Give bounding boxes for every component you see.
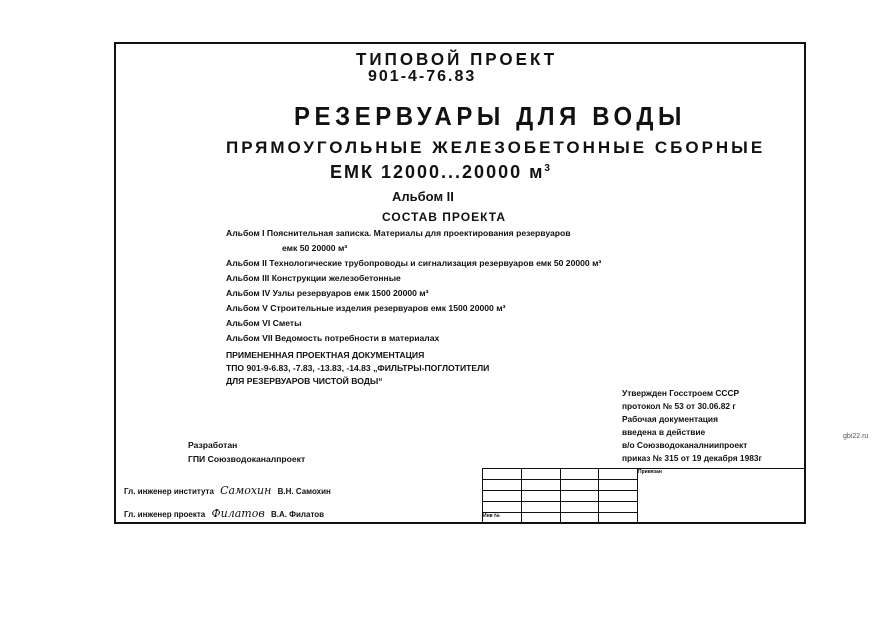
signature-name: В.Н. Самохин (277, 487, 331, 496)
list-item: Альбом I Пояснительная записка. Материалы для проектирования резервуаров (226, 228, 571, 238)
approval-line: в/о Союзводоканалниипроект (622, 440, 748, 450)
stamp-privyazan: Привязан (638, 469, 806, 524)
capacity-sup: 3 (544, 163, 552, 174)
signatures-block (124, 480, 331, 526)
approval-line: приказ № 315 от 19 декабря 1983г (622, 453, 763, 463)
capacity-text: ЕМК 12000...20000 м (330, 162, 545, 182)
signature-name: В.А. Филатов (270, 510, 325, 519)
handwritten-signature: Филатов (211, 507, 265, 520)
watermark: gbi22.ru (843, 433, 869, 440)
list-item: Альбом IV Узлы резервуаров емк 1500 20000 м³ (226, 288, 429, 298)
composition-heading: СОСТАВ ПРОЕКТА (382, 210, 506, 224)
drawing-sheet (114, 42, 806, 524)
project-type: ТИПОВОЙ ПРОЕКТ (356, 49, 558, 70)
list-item: Альбом VI Сметы (226, 318, 302, 328)
developer-block (188, 438, 305, 466)
approval-line: введена в действие (622, 427, 706, 437)
stamp-inv: Инв № (483, 513, 522, 524)
list-item: Альбом II Технологические трубопроводы и сигнализация резервуаров емк 50 20000 м³ (226, 258, 602, 268)
developer-label: Разработан (188, 440, 238, 450)
approval-line: Рабочая документация (622, 414, 718, 424)
title-stamp-table (482, 468, 806, 524)
applied-documentation (226, 349, 489, 388)
album-list (226, 226, 601, 346)
applied-line: ТПО 901-9-6.83, -7.83, -13.83, -14.83 „ФИЛЬТРЫ-ПОГЛОТИТЕЛИ (226, 363, 490, 373)
list-item: Альбом III Конструкции железобетонные (226, 273, 401, 283)
signature-row (124, 480, 331, 503)
applied-line: ПРИМЕНЕННАЯ ПРОЕКТНАЯ ДОКУМЕНТАЦИЯ (226, 350, 425, 360)
handwritten-signature: Самохин (220, 484, 272, 497)
subtitle: ПРЯМОУГОЛЬНЫЕ ЖЕЛЕЗОБЕТОННЫЕ СБОРНЫЕ (226, 138, 766, 157)
list-item: емк 50 20000 м³ (282, 243, 348, 253)
applied-line: ДЛЯ РЕЗЕРВУАРОВ ЧИСТОЙ ВОДЫ“ (226, 376, 383, 386)
approval-line: Утвержден Госстроем СССР (622, 388, 740, 398)
project-number: 901-4-76.83 (368, 68, 477, 85)
album-title: Альбом II (392, 189, 454, 204)
list-item: Альбом V Строительные изделия резервуаров емк 1500 20000 м³ (226, 303, 506, 313)
signature-row (124, 503, 331, 526)
list-item: Альбом VII Ведомость потребности в материалах (226, 333, 440, 343)
capacity (330, 162, 552, 183)
main-title: РЕЗЕРВУАРЫ ДЛЯ ВОДЫ (294, 101, 687, 131)
signature-role: Гл. инженер проекта (124, 510, 206, 519)
approval-line: протокол № 53 от 30.06.82 г (622, 401, 736, 411)
approval-block (622, 387, 762, 465)
developer-org: ГПИ Союзводоканалпроект (188, 454, 306, 464)
signature-role: Гл. инженер института (124, 487, 214, 496)
